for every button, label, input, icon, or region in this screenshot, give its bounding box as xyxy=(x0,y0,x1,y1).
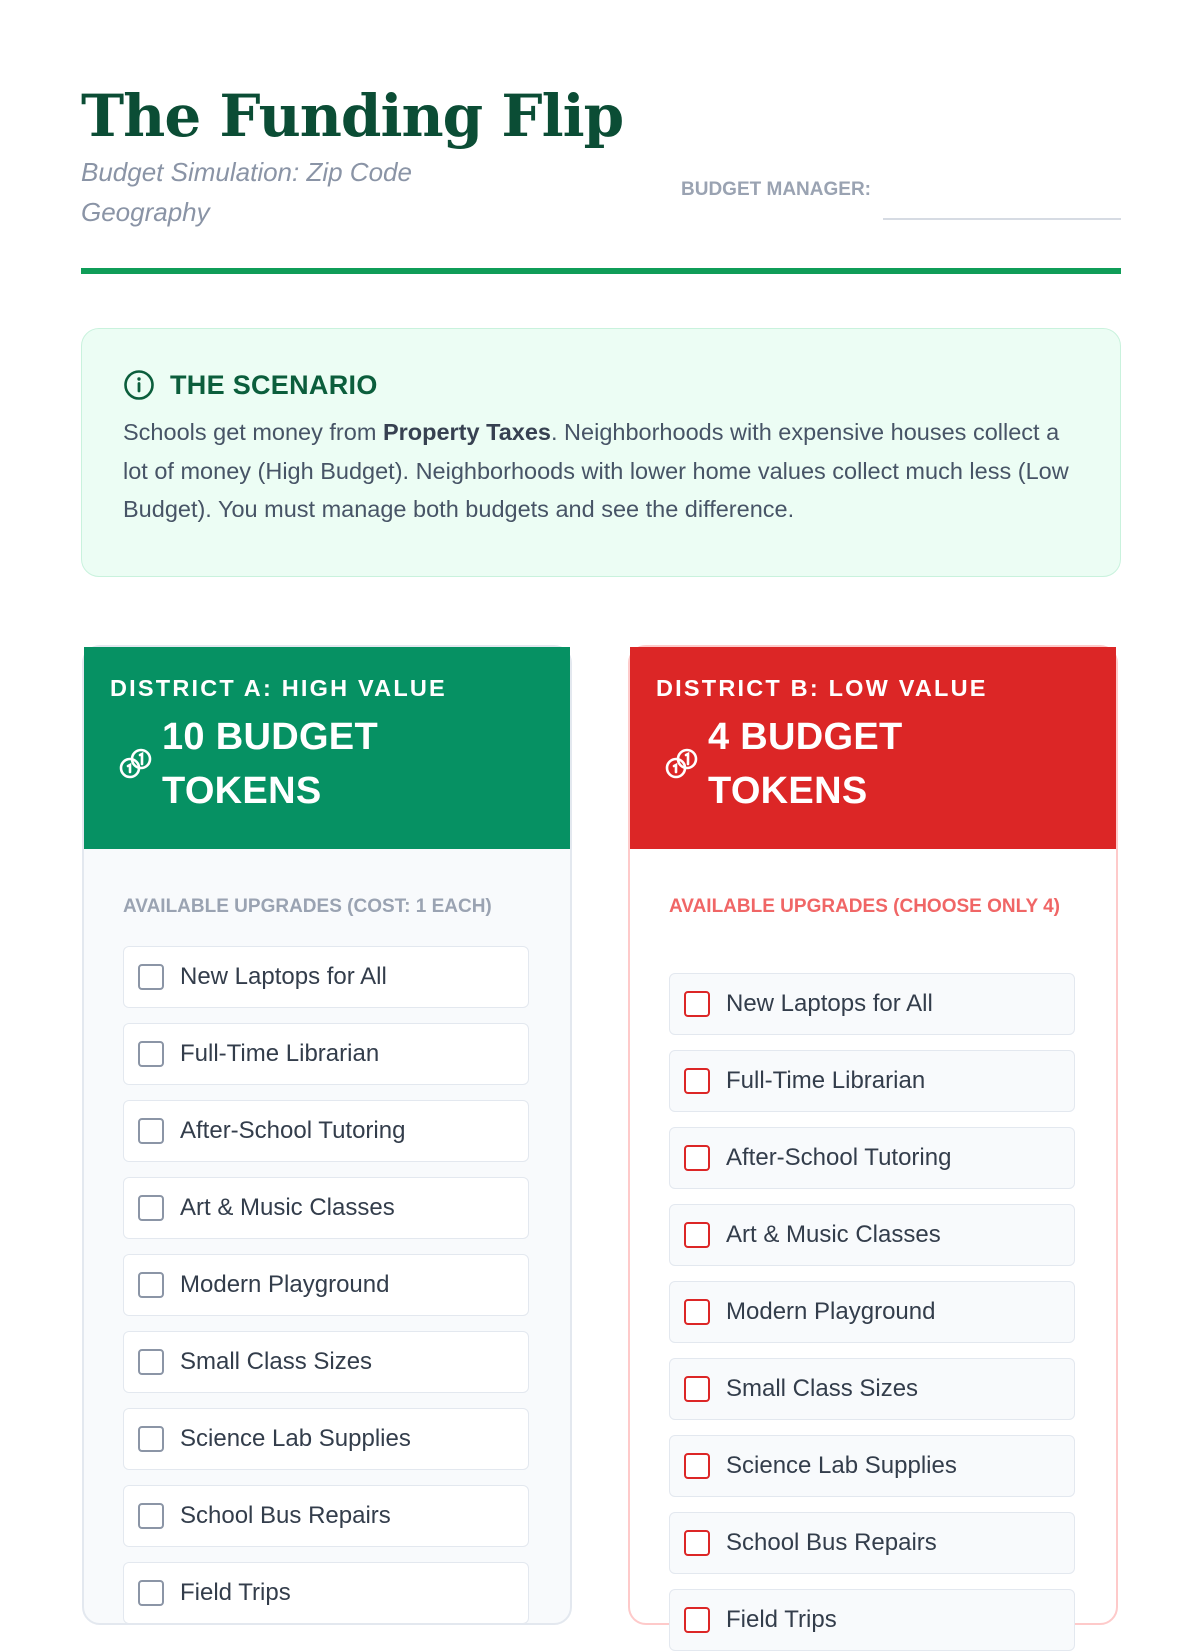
district-a-token-count xyxy=(162,710,462,818)
checkbox[interactable] xyxy=(684,1068,710,1094)
checkbox[interactable] xyxy=(138,1272,164,1298)
scenario-text-part: . Neighborhoods with expensive houses collect a lot of money (High Budget). Neighborhoods with lower home values collect much less (Low Budget). You must manage both budgets and see the difference. xyxy=(123,419,1069,522)
checkbox[interactable] xyxy=(684,1145,710,1171)
budget-manager-line[interactable] xyxy=(883,218,1121,220)
district-a-card xyxy=(82,645,572,1625)
list-item[interactable] xyxy=(123,1177,529,1239)
checkbox[interactable] xyxy=(138,1195,164,1221)
list-item[interactable] xyxy=(123,1331,529,1393)
district-a-name: DISTRICT A: HIGH VALUE xyxy=(110,675,447,701)
list-item[interactable] xyxy=(669,1050,1075,1112)
page-title: The Funding Flip xyxy=(81,82,624,150)
budget-manager-field xyxy=(671,176,1121,226)
checkbox[interactable] xyxy=(138,1580,164,1606)
item-label: After-School Tutoring xyxy=(726,1144,952,1171)
item-label: Science Lab Supplies xyxy=(180,1425,411,1452)
page-header xyxy=(81,80,1121,274)
scenario-header xyxy=(123,367,1079,403)
checkbox[interactable] xyxy=(684,1376,710,1402)
scenario-box xyxy=(81,328,1121,577)
item-label: School Bus Repairs xyxy=(726,1529,937,1556)
district-a-header xyxy=(84,647,570,849)
token-line-1: 4 BUDGET xyxy=(708,716,903,758)
list-item[interactable] xyxy=(669,973,1075,1035)
district-b-header xyxy=(630,647,1116,849)
checkbox[interactable] xyxy=(138,1426,164,1452)
list-item[interactable] xyxy=(123,1254,529,1316)
district-b-card xyxy=(628,645,1118,1633)
token-line-1: 10 BUDGET xyxy=(162,716,378,758)
item-label: Field Trips xyxy=(726,1606,837,1633)
budget-manager-label: BUDGET MANAGER: xyxy=(681,179,871,200)
item-label: After-School Tutoring xyxy=(180,1117,406,1144)
scenario-text-part: Schools get money from xyxy=(123,419,383,445)
district-b-tokens xyxy=(656,710,1090,818)
item-label: Full-Time Librarian xyxy=(180,1040,380,1067)
list-item[interactable] xyxy=(123,1485,529,1547)
item-label: Modern Playground xyxy=(180,1271,390,1298)
district-a-tokens xyxy=(110,710,544,818)
list-item[interactable] xyxy=(669,1281,1075,1343)
list-item[interactable] xyxy=(669,1358,1075,1420)
page-subtitle: Budget Simulation: Zip Code Geography xyxy=(81,157,412,227)
checkbox[interactable] xyxy=(138,964,164,990)
checkbox[interactable] xyxy=(138,1503,164,1529)
checkbox[interactable] xyxy=(138,1041,164,1067)
list-item[interactable] xyxy=(123,1023,529,1085)
item-label: New Laptops for All xyxy=(180,963,387,990)
coins-icon xyxy=(110,744,162,784)
item-label: School Bus Repairs xyxy=(180,1502,391,1529)
checkbox[interactable] xyxy=(684,1453,710,1479)
item-label: Field Trips xyxy=(180,1579,291,1606)
list-item[interactable] xyxy=(669,1589,1075,1651)
item-label: Small Class Sizes xyxy=(180,1348,373,1375)
token-line-2: TOKENS xyxy=(708,770,868,812)
checkbox[interactable] xyxy=(684,1607,710,1633)
item-label: Modern Playground xyxy=(726,1298,936,1325)
list-item[interactable] xyxy=(669,1435,1075,1497)
item-label: Science Lab Supplies xyxy=(726,1452,957,1479)
district-a-body xyxy=(84,849,570,1624)
scenario-text-bold: Property Taxes xyxy=(382,419,551,445)
item-label: Full-Time Librarian xyxy=(726,1067,926,1094)
list-item[interactable] xyxy=(123,1100,529,1162)
district-b-upgrades-label: AVAILABLE UPGRADES (CHOOSE ONLY 4) xyxy=(669,896,1060,917)
info-icon xyxy=(123,369,155,401)
list-item[interactable] xyxy=(669,1204,1075,1266)
scenario-title: THE SCENARIO xyxy=(170,369,378,400)
token-line-2: TOKENS xyxy=(162,770,322,812)
checkbox[interactable] xyxy=(684,1299,710,1325)
checkbox[interactable] xyxy=(138,1118,164,1144)
list-item[interactable] xyxy=(123,1562,529,1624)
list-item[interactable] xyxy=(123,946,529,1008)
coins-icon xyxy=(656,744,708,784)
checkbox[interactable] xyxy=(138,1349,164,1375)
list-item[interactable] xyxy=(123,1408,529,1470)
district-b-body xyxy=(630,849,1116,1651)
item-label: Art & Music Classes xyxy=(180,1194,395,1221)
scenario-text xyxy=(123,413,1079,529)
item-label: New Laptops for All xyxy=(726,990,933,1017)
item-label: Small Class Sizes xyxy=(726,1375,919,1402)
list-item[interactable] xyxy=(669,1127,1075,1189)
list-item[interactable] xyxy=(669,1512,1075,1574)
district-b-name: DISTRICT B: LOW VALUE xyxy=(656,675,988,701)
district-a-upgrades-label: AVAILABLE UPGRADES (COST: 1 EACH) xyxy=(123,896,492,917)
item-label: Art & Music Classes xyxy=(726,1221,941,1248)
checkbox[interactable] xyxy=(684,991,710,1017)
checkbox[interactable] xyxy=(684,1222,710,1248)
district-b-token-count xyxy=(708,710,1008,818)
checkbox[interactable] xyxy=(684,1530,710,1556)
